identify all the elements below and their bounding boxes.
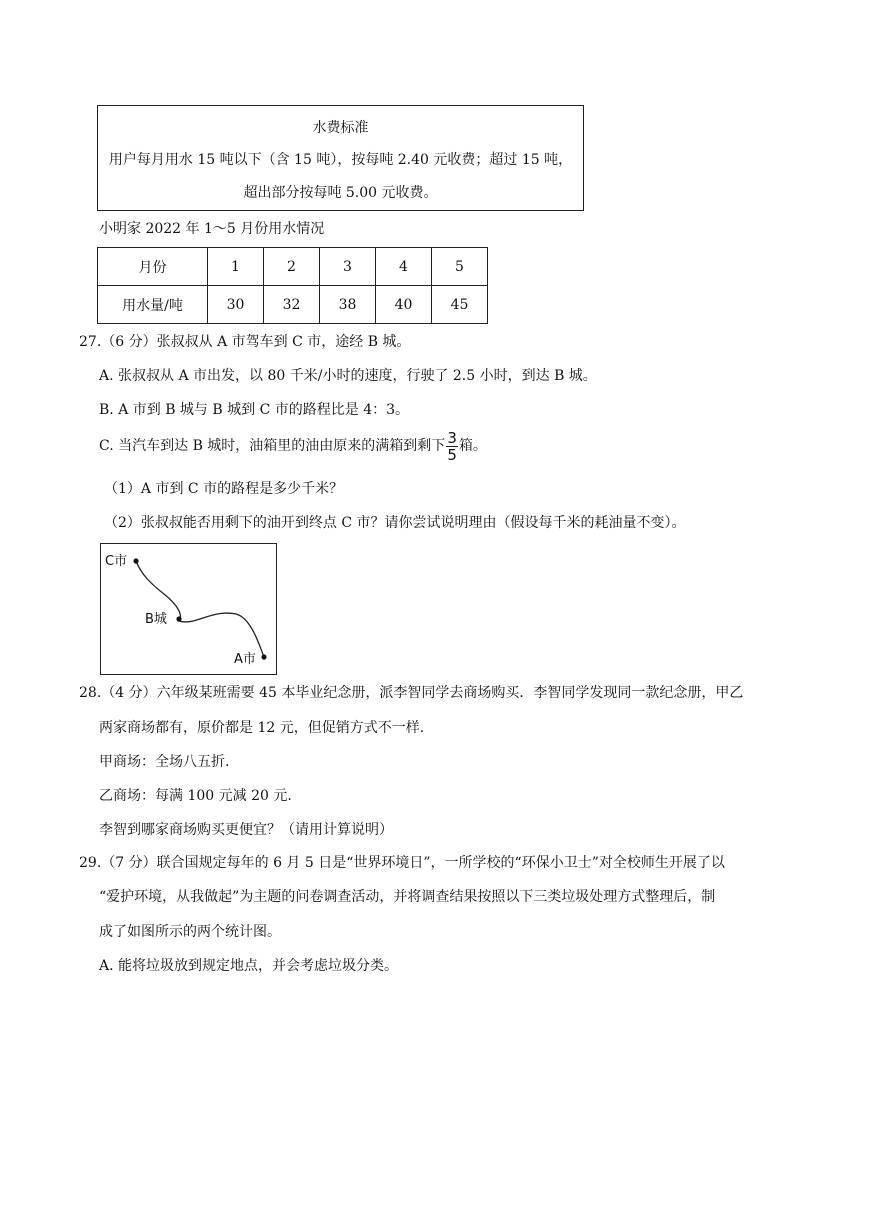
q29-line3: 成了如图所示的两个统计图。 <box>99 924 281 940</box>
usage-table <box>97 247 488 324</box>
table-row <box>98 248 488 286</box>
q27-heading: 27.（6 分）张叔叔从 A 市驾车到 C 市，途经 B 城。 <box>79 334 411 350</box>
q29-line4: A. 能将垃圾放到规定地点，并会考虑垃圾分类。 <box>99 958 399 974</box>
q28-line4: 乙商场：每满 100 元减 20 元. <box>99 788 292 804</box>
q29-line1: 29.（7 分）联合国规定每年的 6 月 5 日是“世界环境日”，一所学校的“环保小卫士”对全校师生开展了以 <box>79 855 725 871</box>
city-b-dot <box>176 616 181 621</box>
water-standard-line2: 超出部分按每吨 5.00 元收费。 <box>243 185 438 201</box>
month-cell: 5 <box>432 248 488 286</box>
fraction-numerator: 3 <box>447 428 457 447</box>
route-map <box>100 543 277 675</box>
q28-line1: 28.（4 分）六年级某班需要 45 本毕业纪念册，派李智同学去商场购买．李智同学发现同一款纪念册，甲乙 <box>79 685 744 701</box>
q28-line2: 两家商场都有，原价都是 12 元，但促销方式不一样. <box>99 720 425 736</box>
q28-line5: 李智到哪家商场购买更便宜？（请用计算说明） <box>99 822 393 838</box>
usage-cell: 30 <box>208 286 264 324</box>
usage-cell: 32 <box>264 286 320 324</box>
q27-condition-b: B. A 市到 B 城与 B 城到 C 市的路程比是 4：3。 <box>99 402 410 418</box>
usage-cell: 38 <box>320 286 376 324</box>
usage-caption: 小明家 2022 年 1～5 月份用水情况 <box>99 221 325 237</box>
q27-condition-c-text: C. 当汽车到达 B 城时，油箱里的油由原来的满箱到剩下 <box>99 438 446 454</box>
q29-line2: “爱护环境，从我做起”为主题的问卷调查活动，并将调查结果按照以下三类垃圾处理方式整理后，制 <box>99 889 716 905</box>
water-standard-box <box>97 105 584 211</box>
fraction <box>446 430 458 463</box>
water-standard-title: 水费标准 <box>312 120 369 136</box>
city-a-dot <box>261 654 266 659</box>
fraction-denominator: 5 <box>447 445 457 464</box>
month-cell: 3 <box>320 248 376 286</box>
q27-sub2: （2）张叔叔能否用剩下的油开到终点 C 市？请你尝试说明理由（假设每千米的耗油量不变）。 <box>104 515 686 531</box>
q27-condition-c <box>99 426 487 466</box>
q27-condition-a: A. 张叔叔从 A 市出发，以 80 千米/小时的速度，行驶了 2.5 小时，到达 B 城。 <box>99 368 597 384</box>
q27-condition-c-suffix: 箱。 <box>458 438 487 454</box>
q27-sub1: （1）A 市到 C 市的路程是多少千米？ <box>104 481 344 497</box>
month-cell: 2 <box>264 248 320 286</box>
row-header-usage: 用水量/吨 <box>98 286 208 324</box>
route-b-to-a <box>179 613 264 657</box>
usage-cell: 40 <box>376 286 432 324</box>
water-standard-line1: 用户每月用水 15 吨以下（含 15 吨），按每吨 2.40 元收费；超过 15 吨， <box>108 152 573 168</box>
city-c-label: C市 <box>105 554 128 569</box>
city-a-label: A市 <box>234 652 256 667</box>
city-c-dot <box>133 558 138 563</box>
usage-cell: 45 <box>432 286 488 324</box>
city-b-label: B城 <box>145 612 167 627</box>
month-cell: 4 <box>376 248 432 286</box>
row-header-month: 月份 <box>98 248 208 286</box>
table-row <box>98 286 488 324</box>
q28-line3: 甲商场：全场八五折. <box>99 754 230 770</box>
month-cell: 1 <box>208 248 264 286</box>
